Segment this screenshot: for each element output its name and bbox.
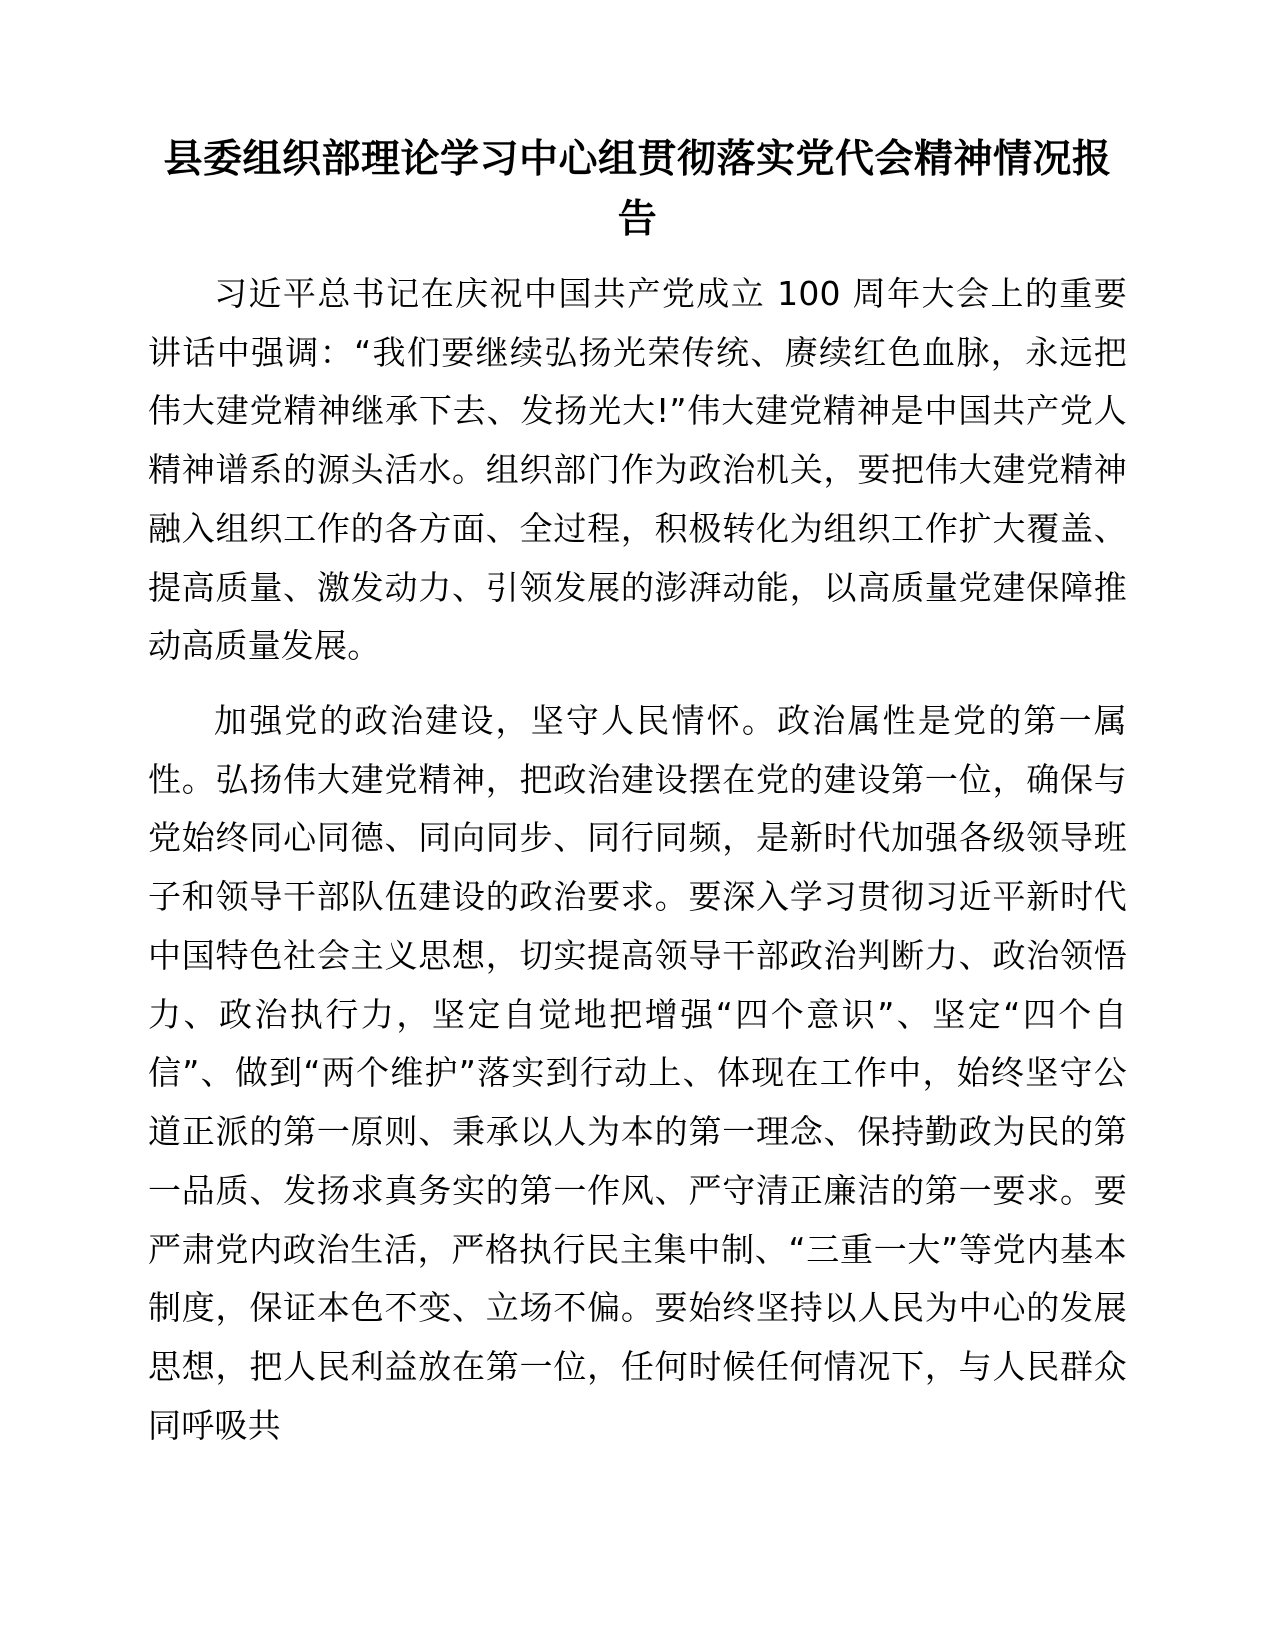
body-paragraph: 习近平总书记在庆祝中国共产党成立 100 周年大会上的重要讲话中强调：“我们要继续弘扬光荣传统、赓续红色血脉，永远把伟大建党精神继承下去、发扬光大!”伟大建党精神是中国共产党人精神谱系的源头活水。组织部门作为政治机关，要把伟大建党精神融入组织工作的各方面、全过程，积极转化为组织工作扩大覆盖、提高质量、激发动力、引领发展的澎湃动能，以高质量党建保障推动高质量发展。 bbox=[148, 273, 1127, 666]
page-title: 县委组织部理论学习中心组贯彻落实党代会精神情况报告 bbox=[163, 137, 1112, 243]
document-body bbox=[148, 265, 1127, 1456]
body-paragraph: 加强党的政治建设，坚守人民情怀。政治属性是党的第一属性。弘扬伟大建党精神，把政治建设摆在党的建设第一位，确保与党始终同心同德、同向同步、同行同频，是新时代加强各级领导班子和领导干部队伍建设的政治要求。要深入学习贯彻习近平新时代中国特色社会主义思想，切实提高领导干部政治判断力、政治领悟力、政治执行力，坚定自觉地把增强“四个意识”、坚定“四个自信”、做到“两个维护”落实到行动上、体现在工作中，始终坚守公道正派的第一原则、秉承以人为本的第一理念、保持勤政为民的第一品质、发扬求真务实的第一作风、严守清正廉洁的第一要求。要严肃党内政治生活，严格执行民主集中制、“三重一大”等党内基本制度，保证本色不变、立场不偏。要始终坚持以人民为中心的发展思想，把人民利益放在第一位，任何时候任何情况下，与人民群众同呼吸共 bbox=[148, 701, 1127, 1445]
